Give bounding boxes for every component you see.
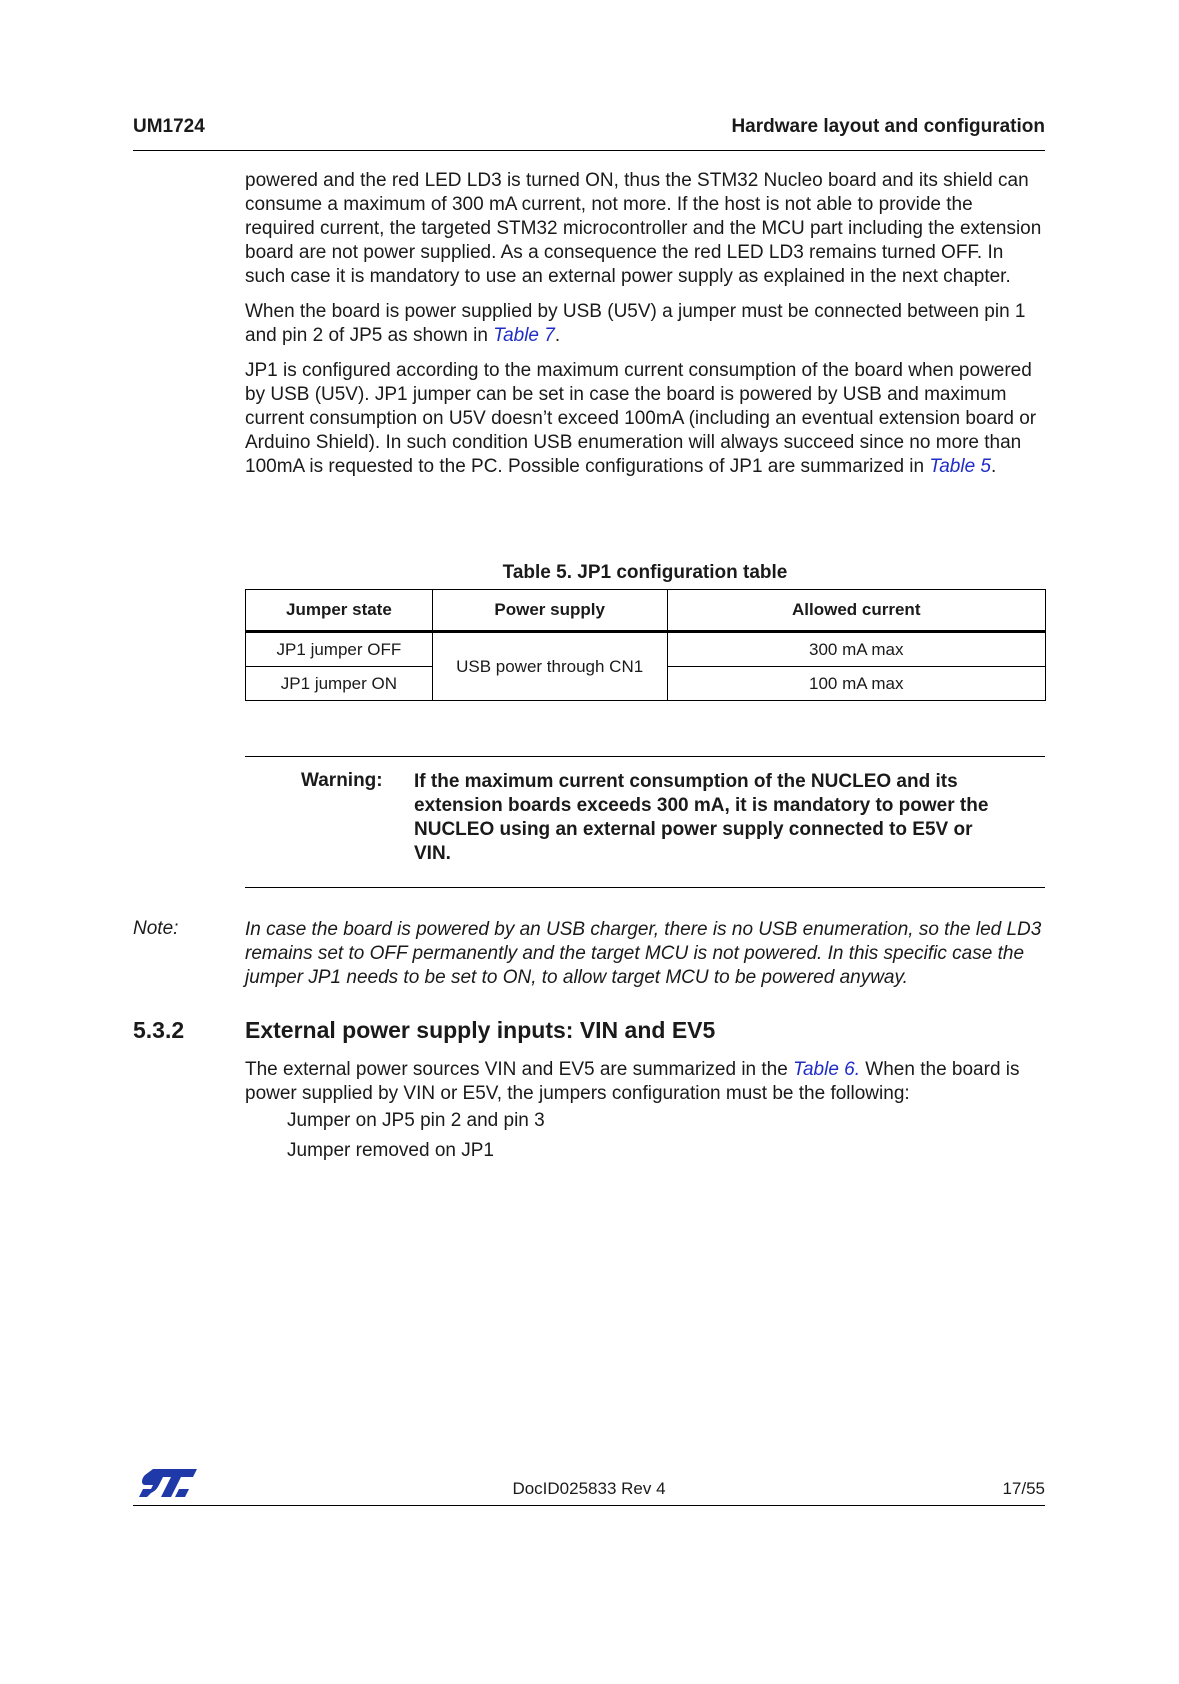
cell-power-supply: USB power through CN1	[432, 632, 667, 701]
table-7-link[interactable]: Table 7	[493, 325, 555, 346]
jp1-config-table	[245, 589, 1046, 701]
note-text: In case the board is powered by an USB charger, there is no USB enumeration, so the led LD3 remains set to OFF permanently and the target MCU is not powered. In this specific case the jumper JP1 needs to be set to ON, to allow target MCU to be powered anyway.	[245, 919, 1042, 988]
cell-jumper-state: JP1 jumper ON	[246, 667, 433, 701]
warning-label: Warning:	[301, 770, 383, 791]
section-body-text: The external power sources VIN and EV5 are summarized in the	[245, 1059, 794, 1080]
note-label: Note:	[133, 918, 179, 939]
section-number: 5.3.2	[133, 1017, 185, 1043]
table-header-row	[246, 590, 1046, 632]
page-footer	[133, 1465, 1045, 1506]
cell-allowed-current: 300 mA max	[667, 632, 1046, 667]
header-doc-id: UM1724	[133, 116, 205, 137]
table-row	[246, 632, 1046, 667]
col-header-power-supply: Power supply	[432, 590, 667, 632]
list-item: Jumper removed on JP1	[287, 1140, 494, 1161]
footer-doc-ref: DocID025833 Rev 4	[512, 1479, 666, 1498]
page-header	[133, 116, 1045, 151]
intro-p3-text: JP1 is configured according to the maximum current consumption of the board when powered by USB (U5V). JP1 jumper can be set in case the board is powered by USB and maximum current consumption on U5V doesn’t exceed 100mA (including an eventual extension board or Arduino Shield). In such condition USB enumeration will always succeed since no more than 100mA is requested to the PC. Possible configurations of JP1 are summarized in	[245, 360, 1037, 477]
intro-paragraph-2	[245, 300, 1045, 348]
section-title: External power supply inputs: VIN and EV5	[245, 1017, 716, 1043]
warning-top-rule	[245, 756, 1045, 757]
intro-p2-end: .	[554, 325, 561, 346]
footer-page-number: 17/55	[1002, 1479, 1045, 1498]
intro-paragraph-3	[245, 359, 1045, 479]
warning-text: If the maximum current consumption of the NUCLEO and its extension boards exceeds 300 mA, it is mandatory to power the NUCLEO using an external power supply connected to E5V or VIN.	[414, 771, 989, 864]
intro-text	[245, 169, 1045, 490]
intro-p3-end: .	[991, 456, 997, 477]
header-section-title: Hardware layout and configuration	[731, 116, 1045, 137]
intro-paragraph-1: powered and the red LED LD3 is turned ON, thus the STM32 Nucleo board and its shield can consume a maximum of 300 mA current, not more. If the host is not able to provide the required current, the targeted STM32 microcontroller and the MCU part including the extension board are not power supplied. As a consequence the red LED LD3 remains turned OFF. In such case it is mandatory to use an external power supply as explained in the next chapter.	[245, 170, 1042, 287]
section-body	[245, 1058, 1045, 1106]
table-5-link[interactable]: Table 5	[929, 456, 991, 477]
cell-allowed-current: 100 mA max	[667, 667, 1046, 701]
cell-jumper-state: JP1 jumper OFF	[246, 632, 433, 667]
intro-p2-text: When the board is power supplied by USB (U5V) a jumper must be connected between pin 1 and pin 2 of JP5 as shown in	[245, 301, 1026, 346]
warning-bottom-rule	[245, 887, 1045, 888]
table-caption: Table 5. JP1 configuration table	[502, 562, 788, 583]
table-6-link[interactable]: Table 6.	[793, 1059, 861, 1080]
list-item: Jumper on JP5 pin 2 and pin 3	[287, 1110, 545, 1131]
col-header-jumper-state: Jumper state	[246, 590, 433, 632]
section-body-end: When the board is power supplied by VIN or E5V, the jumpers configuration must be the following:	[245, 1059, 1020, 1104]
col-header-allowed-current: Allowed current	[667, 590, 1046, 632]
